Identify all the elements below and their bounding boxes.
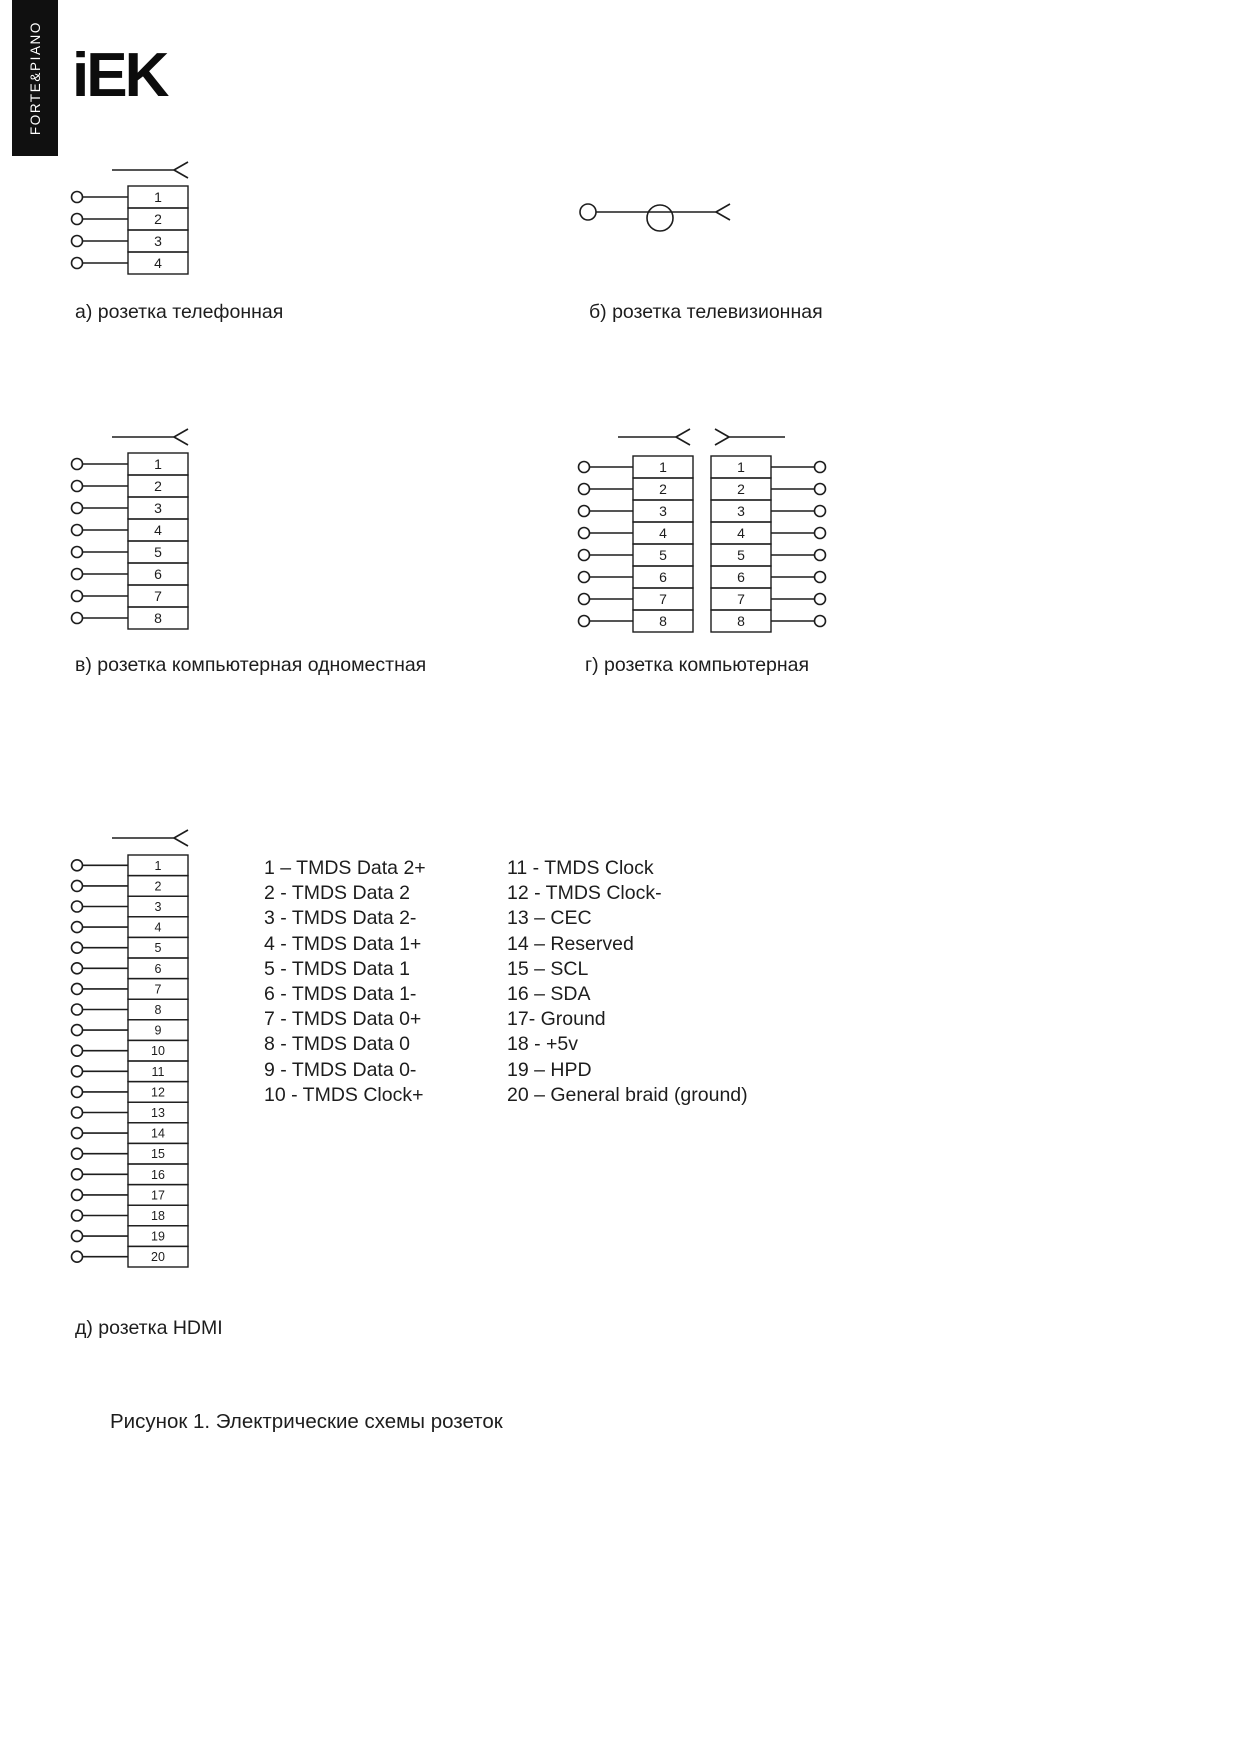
hdmi-socket-diagram bbox=[60, 820, 280, 1290]
terminal-circle-icon bbox=[72, 1231, 83, 1242]
pin-number: 8 bbox=[154, 610, 162, 627]
pin-number: 5 bbox=[154, 941, 162, 956]
terminal-circle-icon bbox=[72, 192, 83, 203]
plug-symbol-prong bbox=[715, 429, 729, 437]
pin-number: 8 bbox=[659, 613, 667, 630]
pin-number: 11 bbox=[151, 1064, 165, 1079]
terminal-circle-icon bbox=[72, 1189, 83, 1200]
hdmi-pin-description: 8 - TMDS Data 0 bbox=[264, 1033, 410, 1056]
pin-number: 3 bbox=[154, 500, 162, 517]
pin-number: 4 bbox=[154, 920, 162, 935]
pin-number: 5 bbox=[659, 547, 667, 564]
terminal-circle-icon bbox=[72, 1045, 83, 1056]
terminal-circle-icon bbox=[815, 462, 826, 473]
pin-number: 15 bbox=[151, 1147, 165, 1162]
pin-number: 4 bbox=[154, 522, 162, 539]
terminal-circle-icon bbox=[72, 860, 83, 871]
pin-number: 6 bbox=[737, 569, 745, 586]
terminal-circle-icon bbox=[580, 204, 596, 220]
terminal-circle-icon bbox=[815, 594, 826, 605]
pin-number: 14 bbox=[151, 1126, 165, 1141]
tv-socket-diagram bbox=[570, 185, 770, 245]
computer-socket-double-diagram bbox=[565, 420, 855, 645]
terminal-circle-icon bbox=[72, 880, 83, 891]
terminal-circle-icon bbox=[72, 525, 83, 536]
terminal-circle-icon bbox=[579, 572, 590, 583]
hdmi-pin-description: 20 – General braid (ground) bbox=[507, 1083, 748, 1106]
pin-number: 2 bbox=[154, 478, 162, 495]
coax-loop-icon bbox=[647, 205, 673, 231]
plug-symbol-prong bbox=[676, 429, 690, 437]
terminal-circle-icon bbox=[72, 1251, 83, 1262]
terminal-circle-icon bbox=[72, 214, 83, 225]
terminal-circle-icon bbox=[72, 459, 83, 470]
hdmi-pin-description: 13 – CEC bbox=[507, 907, 592, 930]
terminal-circle-icon bbox=[579, 616, 590, 627]
terminal-circle-icon bbox=[72, 1210, 83, 1221]
pin-number: 1 bbox=[737, 459, 745, 476]
pin-number: 18 bbox=[151, 1209, 165, 1223]
pin-number: 20 bbox=[151, 1250, 165, 1265]
terminal-circle-icon bbox=[72, 983, 83, 994]
label-hdmi-socket: д) розетка HDMI bbox=[75, 1317, 223, 1339]
terminal-circle-icon bbox=[72, 1148, 83, 1159]
hdmi-pin-description: 11 - TMDS Clock bbox=[507, 857, 654, 879]
terminal-circle-icon bbox=[72, 481, 83, 492]
hdmi-pin-description: 16 – SDA bbox=[507, 983, 591, 1006]
terminal-circle-icon bbox=[72, 901, 83, 912]
terminal-circle-icon bbox=[72, 942, 83, 953]
terminal-circle-icon bbox=[72, 1025, 83, 1036]
terminal-circle-icon bbox=[579, 528, 590, 539]
terminal-circle-icon bbox=[815, 616, 826, 627]
pin-number: 10 bbox=[151, 1044, 165, 1059]
terminal-circle-icon bbox=[815, 506, 826, 517]
terminal-circle-icon bbox=[72, 922, 83, 933]
label-telephone-socket: а) розетка телефонная bbox=[75, 301, 284, 323]
hdmi-pin-description: 10 - TMDS Clock+ bbox=[264, 1083, 424, 1106]
terminal-circle-icon bbox=[815, 484, 826, 495]
hdmi-pin-description: 6 - TMDS Data 1- bbox=[264, 983, 417, 1006]
pin-number: 13 bbox=[151, 1106, 165, 1120]
pin-number: 19 bbox=[151, 1229, 165, 1244]
terminal-circle-icon bbox=[72, 1128, 83, 1139]
terminal-circle-icon bbox=[815, 572, 826, 583]
pin-number: 4 bbox=[659, 525, 667, 542]
plug-symbol-prong bbox=[716, 212, 730, 220]
telephone-socket-diagram bbox=[60, 150, 280, 285]
pin-number: 5 bbox=[737, 547, 745, 564]
plug-symbol-prong bbox=[174, 838, 188, 846]
pin-number: 7 bbox=[659, 591, 667, 608]
terminal-circle-icon bbox=[72, 547, 83, 558]
pin-number: 2 bbox=[737, 481, 745, 498]
hdmi-pin-description: 15 – SCL bbox=[507, 957, 589, 980]
hdmi-pin-description: 5 - TMDS Data 1 bbox=[264, 957, 410, 980]
hdmi-pin-description: 2 - TMDS Data 2 bbox=[264, 882, 410, 905]
terminal-circle-icon bbox=[72, 1066, 83, 1077]
pin-number: 8 bbox=[737, 613, 745, 630]
pin-number: 9 bbox=[154, 1023, 162, 1038]
pin-number: 8 bbox=[154, 1003, 162, 1017]
pin-number: 16 bbox=[151, 1167, 165, 1182]
pin-number: 6 bbox=[659, 569, 667, 586]
iek-logo: iEK bbox=[72, 41, 167, 110]
pin-number: 2 bbox=[154, 879, 162, 894]
terminal-circle-icon bbox=[815, 528, 826, 539]
pin-number: 1 bbox=[154, 858, 162, 873]
hdmi-pin-description: 14 – Reserved bbox=[507, 932, 634, 955]
plug-symbol-prong bbox=[716, 204, 730, 212]
terminal-circle-icon bbox=[72, 258, 83, 269]
plug-symbol-prong bbox=[715, 437, 729, 445]
terminal-circle-icon bbox=[72, 569, 83, 580]
hdmi-pin-list-col2 bbox=[507, 856, 748, 1108]
terminal-circle-icon bbox=[579, 506, 590, 517]
terminal-circle-icon bbox=[72, 1107, 83, 1118]
terminal-circle-icon bbox=[72, 613, 83, 624]
hdmi-pin-description: 12 - TMDS Clock- bbox=[507, 882, 662, 905]
hdmi-pin-description: 18 - +5v bbox=[507, 1033, 579, 1056]
pin-number: 4 bbox=[737, 525, 745, 542]
label-computer-socket-single: в) розетка компьютерная одноместная bbox=[75, 654, 427, 676]
plug-symbol-prong bbox=[174, 830, 188, 838]
pin-number: 7 bbox=[154, 588, 162, 605]
pin-number: 12 bbox=[151, 1085, 165, 1100]
hdmi-pin-list-col1 bbox=[264, 856, 426, 1108]
pin-number: 17 bbox=[151, 1188, 165, 1203]
pin-number: 6 bbox=[154, 566, 162, 583]
terminal-circle-icon bbox=[72, 591, 83, 602]
plug-symbol-prong bbox=[676, 437, 690, 445]
terminal-circle-icon bbox=[72, 1086, 83, 1097]
pin-number: 3 bbox=[737, 503, 745, 520]
pin-number: 3 bbox=[659, 503, 667, 520]
computer-socket-single-diagram bbox=[60, 420, 280, 645]
plug-symbol-prong bbox=[174, 437, 188, 445]
series-banner bbox=[12, 0, 58, 156]
pin-number: 3 bbox=[154, 900, 162, 914]
hdmi-pin-description: 4 - TMDS Data 1+ bbox=[264, 932, 422, 955]
plug-symbol-prong bbox=[174, 162, 188, 170]
hdmi-pin-description: 9 - TMDS Data 0- bbox=[264, 1058, 417, 1081]
terminal-circle-icon bbox=[72, 1004, 83, 1015]
terminal-circle-icon bbox=[72, 503, 83, 514]
plug-symbol-prong bbox=[174, 429, 188, 437]
pin-number: 2 bbox=[659, 481, 667, 498]
pin-number: 4 bbox=[154, 255, 162, 272]
terminal-circle-icon bbox=[815, 550, 826, 561]
label-computer-socket-double: г) розетка компьютерная bbox=[585, 654, 810, 676]
label-tv-socket: б) розетка телевизионная bbox=[589, 301, 823, 323]
terminal-circle-icon bbox=[72, 1169, 83, 1180]
plug-symbol-prong bbox=[174, 170, 188, 178]
terminal-circle-icon bbox=[579, 484, 590, 495]
hdmi-pin-description: 1 – TMDS Data 2+ bbox=[264, 857, 426, 879]
pin-number: 1 bbox=[154, 189, 162, 206]
terminal-circle-icon bbox=[72, 963, 83, 974]
terminal-circle-icon bbox=[579, 462, 590, 473]
terminal-circle-icon bbox=[579, 550, 590, 561]
pin-number: 7 bbox=[737, 591, 745, 608]
pin-number: 7 bbox=[154, 982, 162, 997]
pin-number: 6 bbox=[154, 961, 162, 976]
pin-number: 2 bbox=[154, 211, 162, 228]
pin-number: 5 bbox=[154, 544, 162, 561]
hdmi-pin-description: 19 – HPD bbox=[507, 1058, 592, 1081]
pin-number: 1 bbox=[154, 456, 162, 473]
hdmi-pin-description: 17- Ground bbox=[507, 1008, 606, 1031]
pin-number: 1 bbox=[659, 459, 667, 476]
terminal-circle-icon bbox=[72, 236, 83, 247]
terminal-circle-icon bbox=[579, 594, 590, 605]
series-name-vertical: FORTE&PIANO bbox=[27, 20, 43, 136]
pin-number: 3 bbox=[154, 233, 162, 250]
hdmi-pin-description: 7 - TMDS Data 0+ bbox=[264, 1008, 422, 1031]
hdmi-pin-description: 3 - TMDS Data 2- bbox=[264, 907, 417, 930]
figure-caption: Рисунок 1. Электрические схемы розеток bbox=[110, 1410, 503, 1433]
